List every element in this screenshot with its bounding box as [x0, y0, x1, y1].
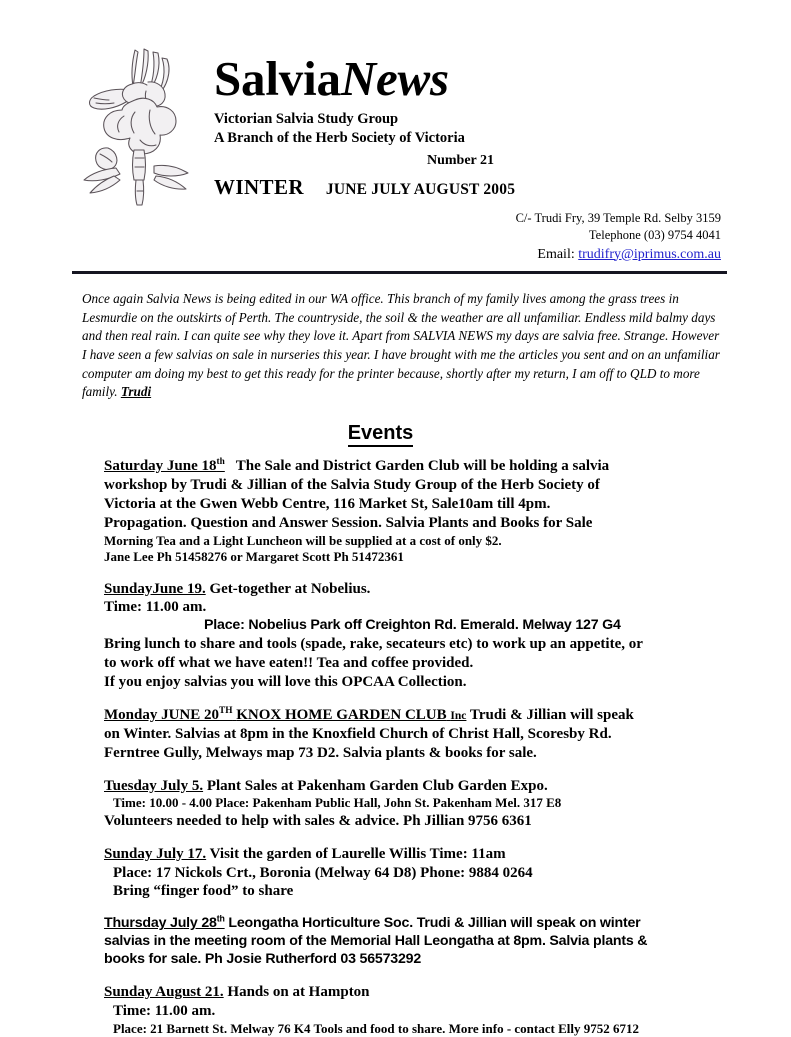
events-heading — [0, 422, 791, 445]
event-text: Propagation. Question and Answer Session. Salvia Plants and Books for Sale — [104, 514, 593, 531]
intro-text: Once again Salvia News is being edited in our WA office. This branch of my family lives among the grass trees in Lesmurdie on the outskirts of Perth. The countryside, the soil & the weather are all unfamiliar. Endless mild balmy days and then real rain. I can quite see why they love it. Apart from SALVIA NEWS my days are salvia free. Strange. However I have seen a few salvias on sale in nurseries this year. I have brought with me the articles you sent and on an unfamiliar computer am doing my best to get this ready for the printer because, shortly after my return, I am off to QLD to more family. — [82, 290, 720, 400]
event-contact: Jane Lee Ph 51458276 or Margaret Scott Ph 51472361 — [104, 549, 404, 565]
event-place: Place: Nobelius Park off Creighton Rd. Emerald. Melway 127 G4 — [204, 617, 621, 634]
event-time: Time: 11.00 am. — [113, 1002, 216, 1019]
masthead-text — [196, 51, 721, 200]
email-link[interactable]: trudifry@iprimus.com.au — [578, 246, 721, 262]
event-text: salvias in the meeting room of the Memorial Hall Leongatha at 8pm. Salvia plants & — [104, 933, 648, 950]
masthead — [0, 0, 791, 206]
title-salvia: Salvia — [214, 51, 341, 106]
event-date: SundayJune 19. — [104, 580, 206, 597]
event-text: Leongatha Horticulture Soc. Trudi & Jillian will speak on winter — [228, 915, 641, 932]
event-text: workshop by Trudi & Jillian of the Salvia Study Group of the Herb Society of — [104, 477, 600, 494]
event-headline — [104, 777, 725, 796]
event-place: Time: 10.00 - 4.00 Place: Pakenham Public Hall, John St. Pakenham Mel. 317 E8 — [113, 795, 562, 811]
event-date: Sunday July 17. — [104, 845, 207, 862]
season-label: WINTER — [214, 175, 304, 200]
season-row — [214, 175, 721, 200]
contact-address: C/- Trudi Fry, 39 Temple Rd. Selby 3159 — [515, 211, 721, 225]
event-text: Victoria at the Gwen Webb Centre, 116 Market St, Sale10am till 4pm. — [104, 496, 551, 512]
events-list — [104, 457, 725, 1037]
salvia-flower-illustration — [78, 46, 196, 206]
event-contact: books for sale. Ph Josie Rutherford 03 56573292 — [104, 951, 422, 968]
issue-number: Number 21 — [427, 153, 495, 169]
event-text: Ferntree Gully, Melways map 73 D2. Salvia plants & books for sale. — [104, 744, 537, 761]
salvia-flower-icon — [78, 46, 196, 206]
event-org-inc: Inc — [450, 709, 467, 722]
months-label: JUNE JULY AUGUST 2005 — [325, 181, 516, 199]
event-text: If you enjoy salvias you will love this OPCAA Collection. — [104, 673, 467, 690]
event-item — [104, 915, 725, 969]
event-date: Tuesday July 5. — [104, 777, 204, 794]
event-place: Place: 21 Barnett St. Melway 76 K4 Tools and food to share. More info - contact Elly 9752 6712 — [113, 1020, 639, 1036]
event-text: Bring lunch to share and tools (spade, rake, secateurs etc) to work up an appetite, or — [104, 636, 643, 653]
event-item — [104, 983, 725, 1037]
event-date-suffix: TH — [219, 705, 233, 716]
event-text: Get-together at Nobelius. — [209, 580, 371, 597]
event-text: Bring “finger food” to share — [113, 883, 294, 900]
event-headline — [104, 915, 725, 933]
event-text: Visit the garden of Laurelle Willis Time: 11am — [209, 845, 506, 862]
contact-telephone: Telephone (03) 9754 4041 — [588, 228, 721, 243]
event-text: on Winter. Salvias at 8pm in the Knoxfield Church of Christ Hall, Scoresby Rd. — [104, 725, 612, 742]
event-headline — [104, 983, 725, 1002]
event-item — [104, 777, 725, 831]
event-text: Hands on at Hampton — [227, 984, 370, 1001]
events-heading-label: Events — [348, 422, 414, 447]
event-headline — [104, 457, 725, 476]
page-title — [214, 51, 721, 106]
editorial-intro — [82, 290, 721, 402]
title-news: News — [340, 51, 449, 106]
event-item — [104, 457, 725, 565]
header-divider — [72, 271, 727, 274]
event-text: Volunteers needed to help with sales & advice. Ph Jillian 9756 6361 — [104, 812, 532, 829]
event-date: Thursday July 28th — [104, 913, 225, 932]
event-time: Time: 11.00 am. — [104, 599, 207, 616]
event-text: Morning Tea and a Light Luncheon will be supplied at a cost of only $2. — [104, 532, 502, 548]
event-headline — [104, 845, 725, 864]
event-date: Sunday August 21. — [104, 984, 224, 1001]
contact-block — [0, 206, 791, 264]
intro-signature: Trudi — [120, 384, 152, 400]
subtitle-line-1: Victorian Salvia Study Group — [214, 110, 399, 127]
event-text: The Sale and District Garden Club will be holding a salvia — [235, 458, 610, 475]
contact-email-line — [0, 245, 721, 264]
event-item — [104, 706, 725, 763]
subtitle-line-2: A Branch of the Herb Society of Victoria — [214, 130, 465, 147]
event-date: Saturday June 18th — [104, 457, 225, 475]
event-date-suffix: th — [216, 913, 225, 924]
event-headline — [104, 580, 725, 599]
event-text: to work off what we have eaten!! Tea and coffee provided. — [104, 655, 474, 672]
event-item — [104, 845, 725, 902]
event-text: Trudi & Jillian will speak — [469, 706, 634, 723]
event-text: Plant Sales at Pakenham Garden Club Garden Expo. — [206, 777, 548, 794]
event-date-suffix: th — [216, 457, 225, 468]
event-item — [104, 580, 725, 692]
email-label: Email: — [537, 246, 575, 262]
event-date: Monday JUNE 20TH KNOX HOME GARDEN CLUB Inc — [104, 705, 467, 723]
event-place: Place: 17 Nickols Crt., Boronia (Melway 64 D8) Phone: 9884 0264 — [113, 864, 533, 881]
event-headline — [104, 706, 725, 725]
